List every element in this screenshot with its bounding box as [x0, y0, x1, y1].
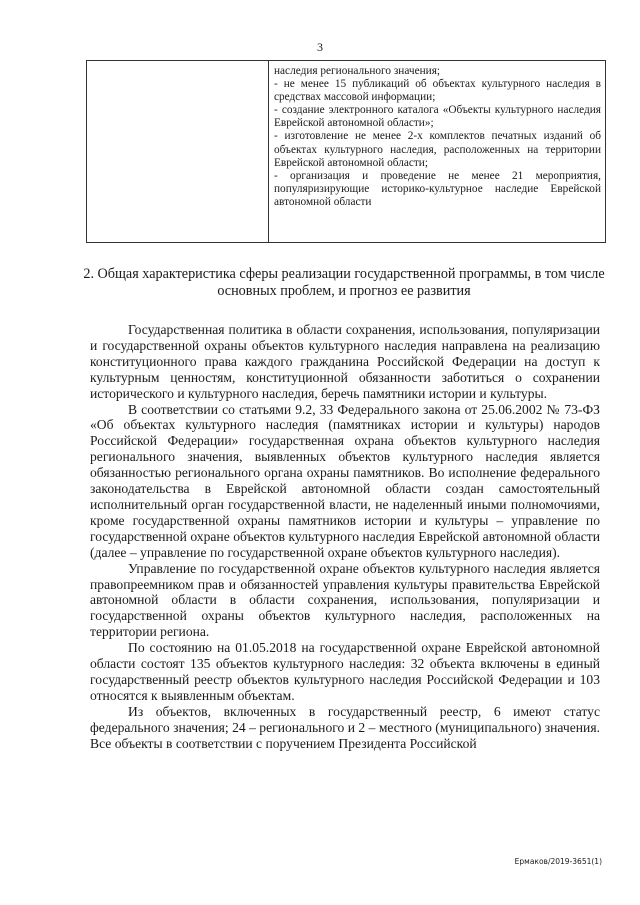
table-item: - создание электронного каталога «Объекты культурного наследия Еврейской автономной области»; [274, 104, 601, 130]
table-left-cell [87, 61, 269, 243]
table-item: - изготовление не менее 2-х комплектов печатных изданий об объектах культурного наследия, расположенных на территории Еврейской автономной области; [274, 130, 601, 169]
paragraph: Управление по государственной охране объектов культурного наследия является правопреемником прав и обязанностей управления культуры правительства Еврейской автономной области в области сохранения, использования, популяризации и государственной охраны объектов культурного наследия, расположенных на территории региона. [90, 560, 600, 640]
body-text [90, 322, 600, 751]
document-id-footer: Ермаков/2019-3651(1) [514, 857, 602, 866]
section-title: 2. Общая характеристика сферы реализации государственной программы, в том числе основных проблем, и прогноз ее развития [83, 266, 605, 299]
paragraph: В соответствии со статьями 9.2, 33 Федерального закона от 25.06.2002 № 73-ФЗ «Об объектах культурного наследия (памятниках истории и культуры) народов Российской Федерации» государственная охрана объектов культурного наследия регионального значения, выявленных объектов культурного наследия является обязанностью регионального органа охраны памятников. Во исполнение федерального законодательства в Еврейской автономной области создан самостоятельный исполнительный орган государственной власти, не наделенный иными полномочиями, кроме государственной охраны памятников истории и культуры – управление по государственной охране объектов культурного наследия Еврейской автономной области (далее – управление по государственной охране объектов культурного наследия). [90, 401, 600, 560]
table-item: - не менее 15 публикаций об объектах культурного наследия в средствах массовой информации; [274, 78, 601, 104]
table-item: - организация и проведение не менее 21 мероприятия, популяризирующие историко-культурное наследие Еврейской автономной области [274, 169, 601, 208]
page-number: 3 [317, 40, 323, 54]
table-item: наследия регионального значения; [274, 65, 441, 77]
paragraph: Государственная политика в области сохранения, использования, популяризации и государственной охраны объектов культурного наследия направлена на реализацию конституционного права каждого гражданина Российской Федерации на доступ к культурным ценностям, конституционной обязанности заботиться о сохранении исторического и культурного наследия, беречь памятники истории и культуры. [90, 322, 600, 401]
continuation-table [86, 60, 606, 243]
table-right-cell [269, 61, 606, 243]
paragraph: Из объектов, включенных в государственный реестр, 6 имеют статус федерального значения; 24 – регионального и 2 – местного (муниципального) значения. Все объекты в соответствии с поручением Президента Российской [90, 703, 600, 751]
table-row [87, 61, 606, 243]
paragraph: По состоянию на 01.05.2018 на государственной охране Еврейской автономной области состоят 135 объектов культурного наследия: 32 объекта включены в единый государственный реестр объектов культурного наследия Российской Федерации и 103 относятся к выявленным объектам. [90, 640, 600, 703]
